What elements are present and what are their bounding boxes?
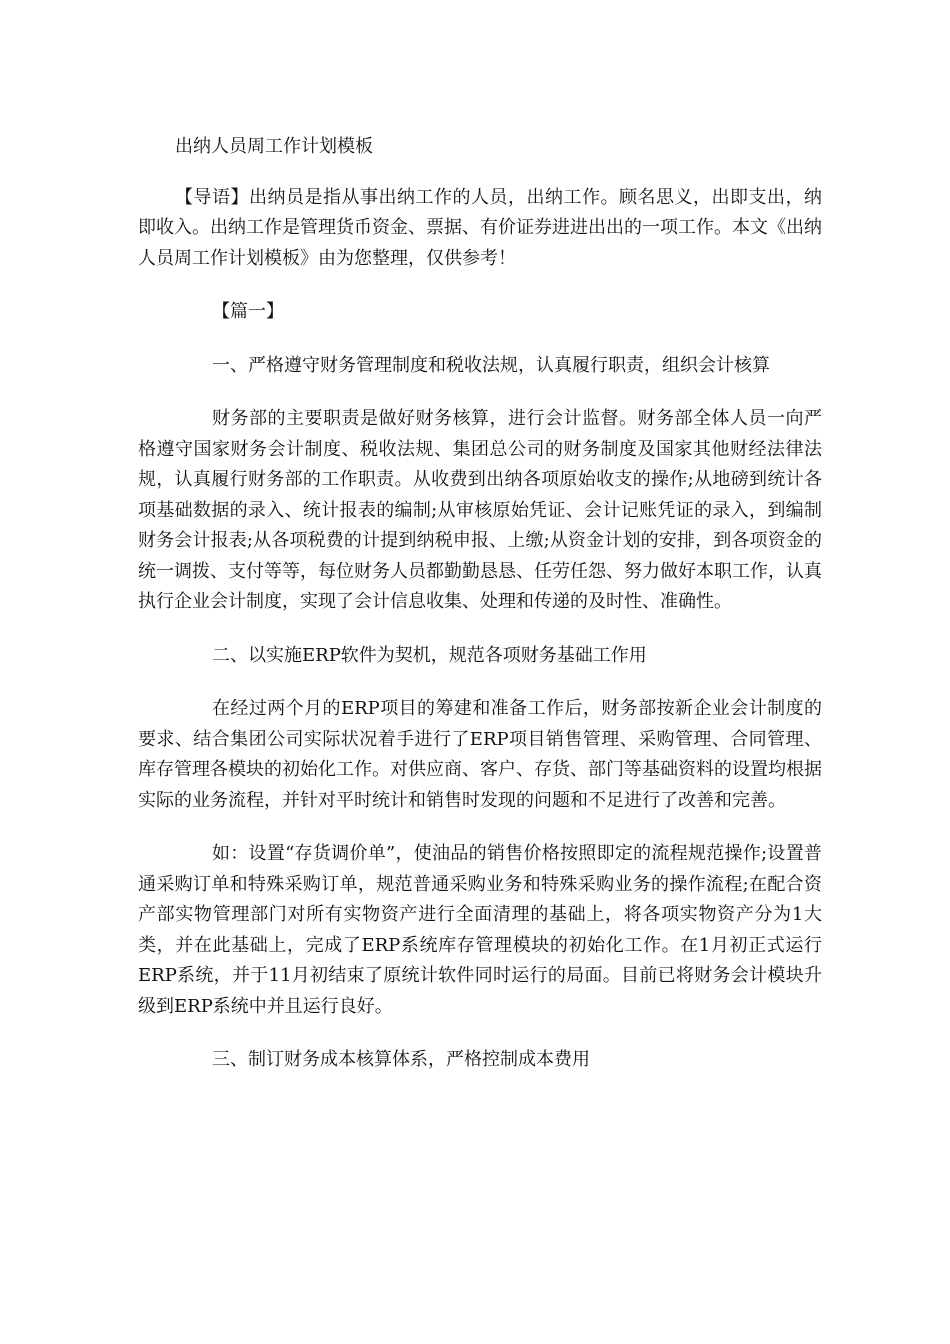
section-heading-2: 二、以实施ERP软件为契机，规范各项财务基础工作用: [212, 644, 647, 666]
document-page: [138, 132, 822, 1099]
section-heading-1: 一、严格遵守财务管理制度和税收法规，认真履行职责，组织会计核算: [212, 354, 770, 376]
intro-paragraph: 【导语】出纳员是指从事出纳工作的人员，出纳工作。顾名思义，出即支出，纳即收入。出纳工作是管理货币资金、票据、有价证券进进出出的一项工作。本文《出纳人员周工作计划模板》由为您整理，仅供参考！: [138, 186, 822, 269]
body-paragraph-1: 财务部的主要职责是做好财务核算，进行会计监督。财务部全体人员一向严格遵守国家财务会计制度、税收法规、集团总公司的财务制度及国家其他财经法律法规，认真履行财务部的工作职责。从收费到出纳各项原始收支的操作;从地磅到统计各项基础数据的录入、统计报表的编制;从审核原始凭证、会计记账凭证的录入，到编制财务会计报表;从各项税费的计提到纳税申报、上缴;从资金计划的安排，到各项资金的统一调拨、支付等等，每位财务人员都勤勤恳恳、任劳任怨、努力做好本职工作，认真执行企业会计制度，实现了会计信息收集、处理和传递的及时性、准确性。: [138, 408, 822, 612]
body-paragraph-3: 如：设置“存货调价单”，使油品的销售价格按照即定的流程规范操作;设置普通采购订单和特殊采购订单，规范普通采购业务和特殊采购业务的操作流程;在配合资产部实物管理部门对所有实物资产进行全面清理的基础上，将各项实物资产分为1大类，并在此基础上，完成了ERP系统库存管理模块的初始化工作。在1月初正式运行ERP系统，并于11月初结束了原统计软件同时运行的局面。目前已将财务会计模块升级到ERP系统中并且运行良好。: [138, 843, 822, 1017]
document-title: 出纳人员周工作计划模板: [175, 136, 373, 157]
section-heading-3: 三、制订财务成本核算体系，严格控制成本费用: [212, 1049, 590, 1070]
section-tag: 【篇一】: [212, 301, 284, 322]
body-paragraph-2: 在经过两个月的ERP项目的筹建和准备工作后，财务部按新企业会计制度的要求、结合集团公司实际状况着手进行了ERP项目销售管理、采购管理、合同管理、库存管理各模块的初始化工作。对供应商、客户、存货、部门等基础资料的设置均根据实际的业务流程，并针对平时统计和销售时发现的问题和不足进行了改善和完善。: [138, 698, 822, 811]
